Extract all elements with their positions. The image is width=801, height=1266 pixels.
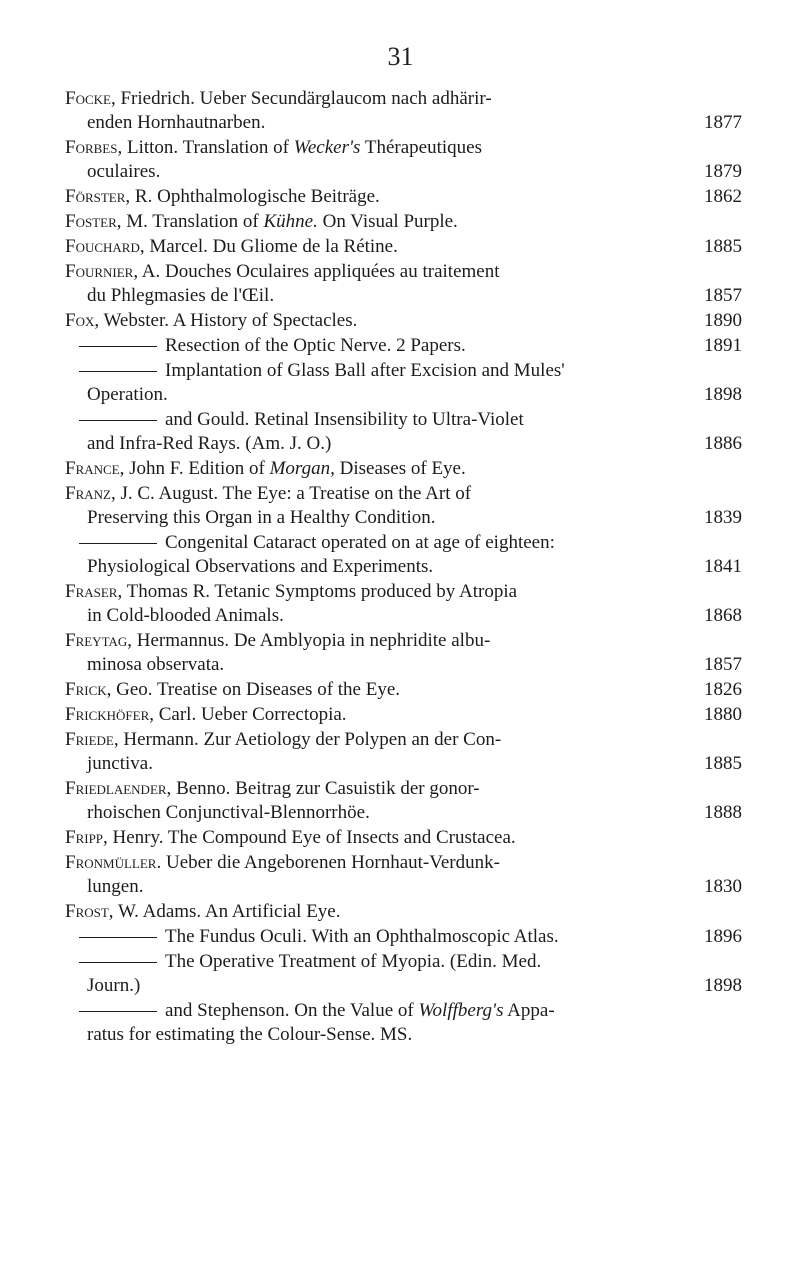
ditto-dash <box>79 346 157 347</box>
ditto-dash <box>79 937 157 938</box>
bibliography-entry <box>65 482 742 530</box>
entry-year: 1868 <box>704 605 742 626</box>
entry-line <box>65 629 742 653</box>
entry-line-text <box>65 309 357 333</box>
entry-year: 1888 <box>704 802 742 823</box>
entry-line <box>65 826 742 850</box>
entry-line-text <box>87 111 265 135</box>
bibliography-entry <box>65 925 742 949</box>
entry-author: Friedlaender, <box>65 778 172 799</box>
bibliography-entry <box>65 260 742 308</box>
entry-text: A. Douches Oculaires appliquées au traitement <box>141 261 500 282</box>
bibliography-entry <box>65 457 742 481</box>
entry-italic-title: Kühne. <box>263 211 318 232</box>
entry-line <box>65 580 742 604</box>
entry-text: Webster. A History of Spectacles. <box>103 310 358 331</box>
entry-author: Forbes, <box>65 137 123 158</box>
entry-text: lungen. <box>87 876 144 897</box>
bibliography-entry <box>65 185 742 209</box>
entry-text: Congenital Cataract operated on at age of eighteen: <box>165 532 555 553</box>
bibliography-entry <box>65 309 742 333</box>
entry-author: Fraser, <box>65 581 123 602</box>
bibliography-entry <box>65 235 742 259</box>
entry-line <box>65 801 742 825</box>
entry-line-text <box>65 261 500 282</box>
entry-text: in Cold-blooded Animals. <box>87 605 284 626</box>
entry-text: Friedrich. Ueber Secundärglaucom nach adhärir- <box>120 88 492 109</box>
entry-line-text <box>65 483 471 504</box>
entry-line <box>65 777 742 801</box>
entry-text: J. C. August. The Eye: a Treatise on the Art of <box>120 483 472 504</box>
bibliography-entry <box>65 703 742 727</box>
entry-year: 1885 <box>704 753 742 774</box>
entry-line-text <box>65 703 347 727</box>
entry-year: 1826 <box>704 679 742 700</box>
entry-text: R. Ophthalmologische Beiträge. <box>134 186 380 207</box>
entry-line-text <box>65 901 341 922</box>
entry-line <box>65 604 742 628</box>
entry-text: du Phlegmasies de l'Œil. <box>87 285 275 306</box>
bibliography-entry <box>65 210 742 234</box>
entry-text-after: Appa- <box>507 1000 555 1021</box>
entry-line <box>65 359 742 383</box>
entry-line <box>65 752 742 776</box>
entry-line <box>65 925 742 949</box>
entry-line <box>65 900 742 924</box>
entry-line <box>65 210 742 234</box>
entry-author: Frost, <box>65 901 114 922</box>
entry-text: Thomas R. Tetanic Symptoms produced by Atropia <box>126 581 518 602</box>
entry-line-text <box>87 506 435 530</box>
entry-line-text <box>65 185 380 209</box>
entry-author: Focke, <box>65 88 116 109</box>
entry-text: W. Adams. An Artificial Eye. <box>117 901 341 922</box>
entry-line <box>65 875 742 899</box>
bibliography-entry <box>65 334 742 358</box>
entry-text: and Infra-Red Rays. (Am. J. O.) <box>87 433 332 454</box>
entry-year: 1857 <box>704 285 742 306</box>
entry-line <box>65 506 742 530</box>
entry-line <box>65 185 742 209</box>
bibliography-entry <box>65 678 742 702</box>
entry-text: The Fundus Oculi. With an Ophthalmoscopic Atlas. <box>165 926 559 947</box>
entry-text: The Operative Treatment of Myopia. (Edin. Med. <box>165 951 542 972</box>
entry-text: Operation. <box>87 384 168 405</box>
bibliography-entry <box>65 136 742 184</box>
entry-line <box>65 457 742 481</box>
entry-line-text <box>65 729 501 750</box>
entry-year: 1891 <box>704 335 742 356</box>
entry-line-text <box>65 334 466 358</box>
entry-text: Henry. The Compound Eye of Insects and Crustacea. <box>112 827 516 848</box>
entry-text: M. Translation of <box>126 211 259 232</box>
entry-year: 1886 <box>704 433 742 454</box>
bibliography-entry <box>65 531 742 579</box>
entry-line-text <box>65 88 492 109</box>
ditto-dash <box>79 962 157 963</box>
entry-line-text <box>65 137 482 158</box>
entry-line <box>65 111 742 135</box>
entry-line <box>65 284 742 308</box>
entry-text: Ueber die Angeborenen Hornhaut-Verdunk- <box>165 852 500 873</box>
entry-line <box>65 678 742 702</box>
entry-line <box>65 555 742 579</box>
ditto-dash <box>79 371 157 372</box>
entry-line-text <box>65 532 555 553</box>
entry-text: Preserving this Organ in a Healthy Condition. <box>87 507 436 528</box>
entry-line <box>65 136 742 160</box>
entry-line <box>65 160 742 184</box>
bibliography-list <box>65 87 742 1048</box>
entry-line-text <box>87 555 433 579</box>
entry-text: Resection of the Optic Nerve. 2 Papers. <box>165 335 466 356</box>
entry-line-text <box>65 1000 555 1021</box>
entry-text: John F. Edition of <box>129 458 265 479</box>
entry-line-text <box>87 801 370 825</box>
entry-text: Litton. Translation of <box>126 137 290 158</box>
entry-line-text <box>87 752 153 776</box>
entry-line-text <box>87 875 143 899</box>
page-number: 31 <box>387 42 414 71</box>
entry-line <box>65 703 742 727</box>
entry-line <box>65 482 742 506</box>
bibliography-entry <box>65 851 742 899</box>
bibliography-entry <box>65 950 742 998</box>
entry-line <box>65 383 742 407</box>
bibliography-entry <box>65 999 742 1047</box>
entry-author: Friede, <box>65 729 119 750</box>
entry-author: Freytag, <box>65 630 132 651</box>
bibliography-entry <box>65 826 742 850</box>
entry-line-text <box>65 951 541 972</box>
entry-year: 1830 <box>704 876 742 897</box>
ditto-dash <box>79 420 157 421</box>
entry-text: enden Hornhautnarben. <box>87 112 266 133</box>
entry-line <box>65 235 742 259</box>
entry-author: Fripp, <box>65 827 108 848</box>
entry-year: 1879 <box>704 161 742 182</box>
entry-line <box>65 334 742 358</box>
entry-text: junctiva. <box>87 753 153 774</box>
entry-year: 1862 <box>704 186 742 207</box>
entry-line <box>65 408 742 432</box>
entry-text: Hermann. Zur Aetiology der Polypen an der Con- <box>123 729 502 750</box>
entry-italic-title: Wecker's <box>293 137 361 158</box>
entry-year: 1898 <box>704 975 742 996</box>
entry-line-text <box>87 653 224 677</box>
entry-line <box>65 531 742 555</box>
entry-year: 1885 <box>704 236 742 257</box>
entry-year: 1877 <box>704 112 742 133</box>
entry-italic-title: Wolffberg's <box>418 1000 504 1021</box>
entry-author: Fournier, <box>65 261 139 282</box>
entry-line-text <box>65 630 490 651</box>
entry-text-after: Diseases of Eye. <box>339 458 466 479</box>
entry-line <box>65 728 742 752</box>
entry-text: oculaires. <box>87 161 161 182</box>
entry-author: Förster, <box>65 186 131 207</box>
bibliography-entry <box>65 629 742 677</box>
entry-line <box>65 974 742 998</box>
bibliography-entry <box>65 359 742 407</box>
entry-line-text <box>87 160 160 184</box>
entry-line <box>65 309 742 333</box>
entry-line <box>65 260 742 284</box>
entry-line <box>65 851 742 875</box>
entry-line-text <box>87 604 284 628</box>
entry-year: 1841 <box>704 556 742 577</box>
entry-year: 1880 <box>704 704 742 725</box>
entry-year: 1896 <box>704 926 742 947</box>
entry-line <box>65 432 742 456</box>
entry-line-text <box>65 925 559 949</box>
entry-line-text <box>87 1024 412 1045</box>
entry-line-text <box>65 581 517 602</box>
entry-text: Marcel. Du Gliome de la Rétine. <box>149 236 398 257</box>
entry-year: 1890 <box>704 310 742 331</box>
entry-text: Carl. Ueber Correctopia. <box>158 704 347 725</box>
entry-author: France, <box>65 458 125 479</box>
entry-year: 1857 <box>704 654 742 675</box>
entry-text: and Gould. Retinal Insensibility to Ultra-Violet <box>165 409 524 430</box>
bibliography-entry <box>65 728 742 776</box>
entry-line-text <box>87 432 331 456</box>
entry-year: 1839 <box>704 507 742 528</box>
entry-line-text <box>65 827 516 848</box>
entry-text: Hermannus. De Amblyopia in nephridite albu- <box>136 630 491 651</box>
entry-text: Physiological Observations and Experiments. <box>87 556 434 577</box>
entry-text: Journ.) <box>87 975 141 996</box>
entry-author: Frick, <box>65 679 112 700</box>
entry-year: 1898 <box>704 384 742 405</box>
entry-author: Foster, <box>65 211 122 232</box>
entry-author: Frickhöfer, <box>65 704 154 725</box>
entry-author: Fouchard, <box>65 236 145 257</box>
entry-line-text <box>65 409 524 430</box>
entry-italic-title: Morgan, <box>269 458 335 479</box>
entry-line <box>65 1023 742 1047</box>
bibliography-entry <box>65 580 742 628</box>
entry-line-text <box>65 235 398 259</box>
entry-text: minosa observata. <box>87 654 225 675</box>
entry-line <box>65 653 742 677</box>
bibliography-entry <box>65 408 742 456</box>
entry-line-text <box>65 678 400 702</box>
entry-text: Implantation of Glass Ball after Excision and Mules' <box>165 360 565 381</box>
entry-line-text <box>87 974 140 998</box>
entry-line-text <box>65 458 466 479</box>
entry-text: and Stephenson. On the Value of <box>165 1000 414 1021</box>
entry-text: ratus for estimating the Colour-Sense. MS. <box>87 1024 413 1045</box>
ditto-dash <box>79 543 157 544</box>
entry-text: Benno. Beitrag zur Casuistik der gonor- <box>176 778 480 799</box>
entry-author: Franz, <box>65 483 116 504</box>
entry-text-after: Thérapeutiques <box>364 137 482 158</box>
bibliography-entry <box>65 900 742 924</box>
entry-line-text <box>65 360 565 381</box>
entry-line-text <box>65 852 500 873</box>
entry-text: Geo. Treatise on Diseases of the Eye. <box>116 679 401 700</box>
entry-line-text <box>65 211 458 232</box>
bibliography-entry <box>65 777 742 825</box>
entry-author: Fox, <box>65 310 100 331</box>
bibliography-entry <box>65 87 742 135</box>
entry-line-text <box>65 778 480 799</box>
entry-line <box>65 999 742 1023</box>
ditto-dash <box>79 1011 157 1012</box>
entry-line <box>65 87 742 111</box>
entry-author: Fronmüller. <box>65 852 162 873</box>
entry-text: rhoischen Conjunctival-Blennorrhöe. <box>87 802 370 823</box>
entry-line-text <box>87 284 274 308</box>
entry-line <box>65 950 742 974</box>
entry-text-after: On Visual Purple. <box>322 211 458 232</box>
entry-line-text <box>87 383 168 407</box>
